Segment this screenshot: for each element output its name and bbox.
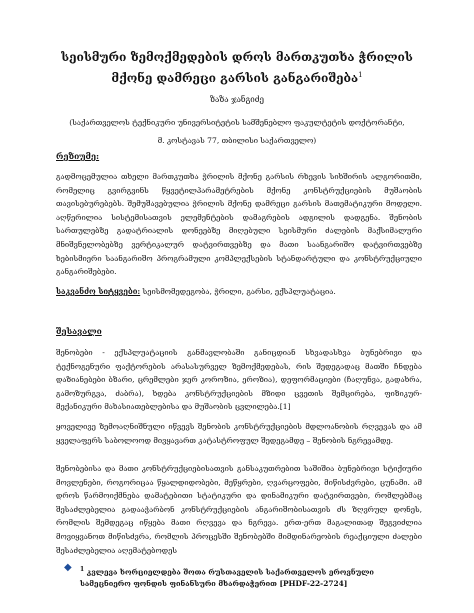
keywords — [56, 287, 422, 296]
intro-paragraph-3: შენობებისა და მათი კონსტრუქციებისათვის განსაკუთრებით საშიშია ბუნებრივი სტიქიური მოვლენები, როგორიცაა წყალდიდობები, მეწყრები, ღვარცოფები, მიწისძვრები, ცუნამი. ამ დროს წარმოიქმნება დამატებითი სტატიკური და დინამიკური დატვირთვები, რომლებმაც შესაძლებელია გადააჭარბონ კონსტრუქციების ანგარიშობისათვის ძს ზღვრულ დონეს, რომლის შემდეგაც იწყება მათი რღვევა და ნგრევა. ერთ-ერთ მაგალითად შეგვიძლია მოვიყვანოთ მიწისძვრა, რომლის პროცესში შენობებში მიმდინარეობის რეაქციული ძალები შესაძლებელია აღემატებოდეს — [56, 464, 422, 555]
keywords-text: სეისმომედეგობა, ჭრილი, გარსი, ექსპლუატაცია. — [142, 287, 336, 296]
intro-heading: შესავალი — [56, 326, 102, 336]
keywords-label: საკვანძო სიტყვები: — [56, 287, 141, 296]
footnote — [64, 562, 414, 590]
paper-title-text: სეისმური ზემოქმედების დროს მართკუთხა ჭრილის მქონე დამრეცი გარსის განგარიშება — [61, 50, 413, 85]
footnote-mark: 1 — [80, 566, 85, 573]
paper-title — [40, 48, 434, 87]
intro-paragraph-1: შენობები - ექსპლუატაციის განმავლობაში განიცდიან სხვადასხვა ბუნებრივი და ტექნოგენური ფაქტორების არასასურველ ზემოქმედებას, რის შედეგადაც მათში ჩნდება დაზიანებები ბზარი, ცრემლები ჯერ კოროზია, ეროზია), დეფორმაციები (ჩაღუნვა, გადახრა, გამოზურგვა, ძაბრა), ხდება კონსტრუქციების მზიდი ცვეთის შემცირება, ფიზიკურ-მექანიკური მახასიათებლებისა და მუშაობის ცვლილება.[1] — [56, 348, 422, 412]
abstract-text: გადმოცემულია თხელი მართკუთხა ჭრილის მქონე გარსის რხევის სიხშირის ალგორითმი, რომელიც გვირგვინს წყვეტილპარამეტრების მქონე კონსტრუქციების მუშაობის თავისებურებებს. შემუშავებულია ჭრილის მქონე დამრეცი გარსის მათემატიკური მოდელი. აღწერილია სისტემისათვის ელემენტების დამაგრების ადგილის დადგენა. შენობის სართულებზე გადატრიალის დონეებზე მიღებული სეისმური ძალების მაქსიმალური მნიშვნელობებზე ვერტიკალურ დატვირთვებზე და მათი საანგარიშო დატვირთვებზე ხებისმიერი საანგარიშო პროგრამული კომპლექსების სტანდარტული და კონსტრუქციული განგარიშებები. — [56, 172, 422, 277]
abstract-heading: რეზიუმე: — [56, 151, 100, 161]
author-name: ზაზა ჯანგიძე — [210, 95, 264, 104]
intro-paragraph-2: ყოველივე ზემოაღნიშნული იწვევს შენობის კონსტრუქციების მდლოანობის რღვევას და ამ ყველაფერს საბოლოოდ მივყავართ კატასტროფულ შედეგამდე – შენობის ნგრევამდე. — [56, 422, 422, 445]
affiliation — [40, 114, 434, 150]
title-footnote-mark: 1 — [358, 71, 363, 79]
footnote-marker-icon: ◆ — [64, 562, 72, 573]
affiliation-line-2: მ. კოსტავას 77, თბილისი საქართველო) — [157, 136, 317, 145]
affiliation-line-1: (საქართველოს ტექნიკური უნივერსიტეტის სამშენებლო ფაკულტეტის დოქტორანტი, — [69, 118, 405, 127]
footnote-text: კვლევა ხორციელდება შოთა რუსთაველის საქართველოს ეროვნული სამეცნიერო ფონდის ფინანსური მხარდაჭერით [PHDF-22-2724] — [80, 567, 374, 589]
